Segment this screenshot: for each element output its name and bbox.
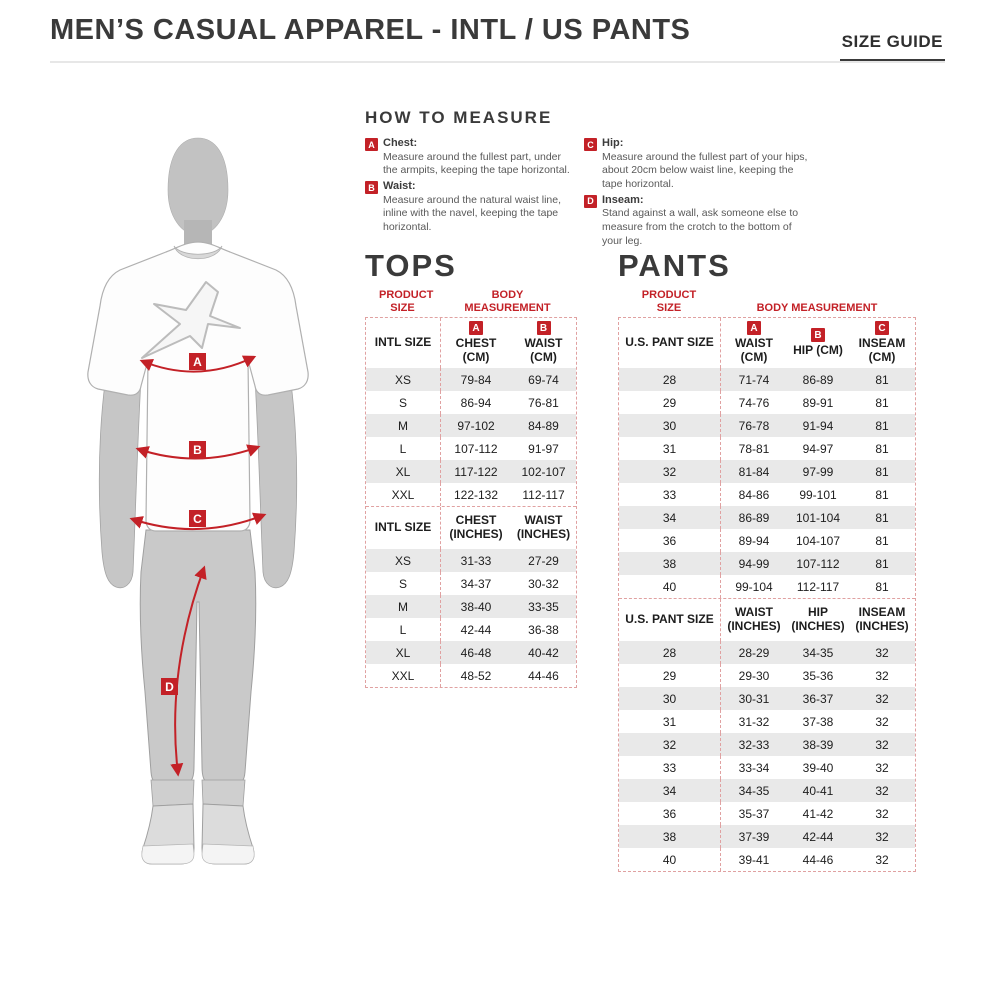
- value-cell: 91-97: [528, 441, 559, 456]
- badge-B: B: [537, 321, 551, 335]
- value-cell: 81: [875, 487, 889, 502]
- size-cell: 38: [619, 552, 721, 575]
- value-cell: 79-84: [460, 372, 492, 387]
- tops-body-measurement-header: BODY MEASUREMENT: [464, 289, 551, 314]
- measurement-column-label: INSEAM (INCHES): [855, 605, 909, 634]
- tops-header-row: [366, 506, 576, 549]
- value-cell: 84-89: [528, 418, 559, 433]
- measure-item-name: Hip:: [602, 137, 624, 149]
- value-cell: 102-107: [521, 464, 566, 479]
- value-cell: 84-86: [738, 487, 770, 502]
- measure-item: [584, 194, 812, 251]
- size-cell: S: [366, 391, 441, 414]
- table-row: [366, 391, 576, 414]
- table-row: [619, 506, 915, 529]
- value-cell: 81: [875, 441, 889, 456]
- table-row: [619, 779, 915, 802]
- how-to-measure-title: HOW TO MEASURE: [365, 108, 553, 127]
- measure-column-left: [365, 137, 570, 250]
- measurement-column-header: [511, 318, 576, 368]
- value-cell: 28-29: [738, 645, 770, 660]
- value-cell: 46-48: [460, 645, 492, 660]
- measurement-column-label: WAIST (CM): [735, 336, 773, 365]
- table-row: [619, 437, 915, 460]
- value-cell: 48-52: [460, 668, 492, 683]
- pants-product-size-header: PRODUCT SIZE: [641, 289, 697, 314]
- value-cell: 39-40: [802, 760, 834, 775]
- measure-item-desc: Measure around the fullest part of your hips, about 20cm below waist line, keeping the tape horizontal.: [602, 150, 808, 191]
- chest-label: [189, 353, 206, 370]
- tops-section: [365, 250, 577, 688]
- measurement-column-header: [787, 318, 849, 368]
- value-cell: 32: [875, 668, 889, 683]
- table-row: [619, 391, 915, 414]
- page-title: MEN’S CASUAL APPAREL - INTL / US PANTS: [50, 14, 691, 46]
- measurement-column-header: [849, 318, 915, 368]
- value-cell: 34-35: [802, 645, 834, 660]
- value-cell: 86-89: [738, 510, 770, 525]
- size-guide-tab[interactable]: SIZE GUIDE: [840, 32, 945, 63]
- value-cell: 32: [875, 783, 889, 798]
- measurement-column-label: INSEAM (CM): [858, 336, 906, 365]
- value-cell: 32-33: [738, 737, 770, 752]
- value-cell: 81: [875, 533, 889, 548]
- measure-item-name: Inseam:: [602, 193, 644, 206]
- size-cell: 31: [619, 710, 721, 733]
- pants-table: [618, 317, 916, 872]
- table-row: [366, 460, 576, 483]
- measure-item: [584, 137, 812, 194]
- right-boot-toe: [202, 844, 254, 864]
- value-cell: 30-31: [738, 691, 770, 706]
- size-cell: 30: [619, 687, 721, 710]
- value-cell: 81: [875, 556, 889, 571]
- value-cell: 107-112: [454, 441, 498, 456]
- measure-item-desc: Stand against a wall, ask someone else to measure from the crotch to the bottom of your leg.: [602, 207, 799, 247]
- value-cell: 81: [875, 418, 889, 433]
- value-cell: 30-32: [528, 576, 559, 591]
- table-row: [619, 483, 915, 506]
- pants-body-measurement-header: BODY MEASUREMENT: [756, 301, 878, 314]
- value-cell: 35-36: [802, 668, 834, 683]
- value-cell: 32: [875, 737, 889, 752]
- value-cell: 94-99: [738, 556, 770, 571]
- value-cell: 81: [875, 372, 889, 387]
- size-cell: M: [366, 595, 441, 618]
- value-cell: 44-46: [802, 852, 834, 867]
- measure-badge-B: B: [365, 181, 378, 194]
- value-cell: 35-37: [738, 806, 770, 821]
- size-cell: 36: [619, 802, 721, 825]
- size-cell: 40: [619, 575, 721, 598]
- value-cell: 101-104: [795, 510, 841, 525]
- measure-column-right: [584, 137, 812, 250]
- table-row: [366, 595, 576, 618]
- size-cell: 33: [619, 483, 721, 506]
- value-cell: 97-99: [802, 464, 834, 479]
- badge-B: B: [811, 328, 825, 342]
- how-to-measure-section: [365, 108, 815, 250]
- value-cell: 94-97: [802, 441, 834, 456]
- measure-item-text: [602, 137, 812, 194]
- tops-product-size-header: PRODUCT SIZE: [379, 289, 434, 314]
- measurement-column-label: WAIST (INCHES): [727, 605, 781, 634]
- measurement-column-label: HIP (CM): [793, 343, 843, 358]
- value-cell: 78-81: [738, 441, 770, 456]
- size-cell: 28: [619, 368, 721, 391]
- value-cell: 86-94: [460, 395, 492, 410]
- value-cell: 99-104: [735, 579, 773, 594]
- measurement-column-header: [787, 599, 849, 641]
- table-row: [619, 641, 915, 664]
- inseam-label: [161, 678, 178, 695]
- measure-badge-C: C: [584, 138, 597, 151]
- value-cell: 112-117: [522, 487, 565, 502]
- hip-label: [189, 510, 206, 527]
- measurement-column-header: [441, 318, 511, 368]
- measure-item-desc: Measure around the fullest part, under the armpits, keeping the tape horizontal.: [383, 150, 570, 177]
- badge-A: A: [747, 321, 761, 335]
- size-cell: XS: [366, 549, 441, 572]
- value-cell: 99-101: [799, 487, 837, 502]
- size-cell: 29: [619, 391, 721, 414]
- left-boot-toe: [142, 844, 194, 864]
- measurement-column-label: HIP (INCHES): [791, 605, 845, 634]
- table-row: [366, 572, 576, 595]
- value-cell: 117-122: [454, 464, 498, 479]
- size-cell: 34: [619, 779, 721, 802]
- table-row: [619, 529, 915, 552]
- table-row: [619, 460, 915, 483]
- value-cell: 36-38: [528, 622, 559, 637]
- value-cell: 41-42: [802, 806, 834, 821]
- value-cell: 37-39: [738, 829, 770, 844]
- table-row: [366, 414, 576, 437]
- measurement-column-label: CHEST (CM): [455, 336, 497, 365]
- title-divider: [50, 61, 945, 63]
- size-cell: XS: [366, 368, 441, 391]
- value-cell: 32: [875, 691, 889, 706]
- value-cell: 42-44: [802, 829, 834, 844]
- svg-text:C: C: [193, 512, 202, 526]
- value-cell: 27-29: [528, 553, 559, 568]
- value-cell: 76-78: [738, 418, 770, 433]
- value-cell: 40-42: [528, 645, 559, 660]
- pants-section: [618, 250, 916, 872]
- value-cell: 81: [875, 510, 889, 525]
- value-cell: 71-74: [738, 372, 770, 387]
- measure-item-text: [383, 137, 570, 180]
- table-row: [366, 641, 576, 664]
- table-row: [619, 687, 915, 710]
- value-cell: 69-74: [528, 372, 559, 387]
- table-row: [619, 664, 915, 687]
- value-cell: 81: [875, 579, 889, 594]
- table-row: [619, 733, 915, 756]
- measurement-column-label: WAIST (INCHES): [516, 513, 571, 542]
- pants-header-row: [619, 598, 915, 641]
- value-cell: 33-34: [738, 760, 770, 775]
- value-cell: 44-46: [528, 668, 559, 683]
- badge-C: C: [875, 321, 889, 335]
- value-cell: 112-117: [796, 579, 840, 594]
- value-cell: 40-41: [802, 783, 834, 798]
- pants-header-row: [619, 318, 915, 368]
- size-column-header: U.S. PANT SIZE: [619, 318, 721, 368]
- left-cuff: [151, 780, 194, 806]
- measure-item-text: [602, 194, 812, 251]
- value-cell: 104-107: [795, 533, 841, 548]
- measurement-column-header: [721, 318, 787, 368]
- value-cell: 32: [875, 714, 889, 729]
- value-cell: 38-40: [460, 599, 492, 614]
- size-cell: 28: [619, 641, 721, 664]
- value-cell: 34-37: [460, 576, 492, 591]
- measurement-column-header: [721, 599, 787, 641]
- size-column-header: INTL SIZE: [366, 318, 441, 368]
- value-cell: 32: [875, 806, 889, 821]
- size-cell: M: [366, 414, 441, 437]
- value-cell: 34-35: [738, 783, 770, 798]
- pants: [140, 530, 256, 782]
- measure-item-desc: Measure around the natural waist line, inline with the navel, keeping the tape horizontal.: [383, 193, 562, 234]
- size-cell: L: [366, 437, 441, 460]
- measure-item-name: Chest:: [383, 137, 418, 149]
- table-row: [619, 825, 915, 848]
- value-cell: 36-37: [802, 691, 834, 706]
- table-row: [366, 618, 576, 641]
- size-column-header: INTL SIZE: [366, 507, 441, 549]
- badge-A: A: [469, 321, 483, 335]
- size-cell: XXL: [366, 483, 441, 506]
- table-row: [619, 848, 915, 871]
- value-cell: 76-81: [528, 395, 559, 410]
- table-row: [619, 710, 915, 733]
- value-cell: 81: [875, 395, 889, 410]
- value-cell: 32: [875, 852, 889, 867]
- size-cell: 40: [619, 848, 721, 871]
- measurement-column-header: [849, 599, 915, 641]
- measurement-column-label: WAIST (CM): [524, 336, 563, 365]
- value-cell: 86-89: [802, 372, 834, 387]
- size-cell: 36: [619, 529, 721, 552]
- size-cell: 34: [619, 506, 721, 529]
- size-column-header: U.S. PANT SIZE: [619, 599, 721, 641]
- pants-title: PANTS: [618, 248, 731, 283]
- measure-item: [365, 137, 570, 180]
- table-row: [366, 437, 576, 460]
- measure-item: [365, 180, 570, 237]
- value-cell: 42-44: [460, 622, 492, 637]
- table-row: [619, 575, 915, 598]
- size-cell: 30: [619, 414, 721, 437]
- size-cell: L: [366, 618, 441, 641]
- size-cell: 33: [619, 756, 721, 779]
- measure-badge-A: A: [365, 138, 378, 151]
- value-cell: 38-39: [802, 737, 834, 752]
- svg-text:A: A: [193, 355, 202, 369]
- measurement-figure: [58, 132, 328, 882]
- size-cell: 32: [619, 733, 721, 756]
- size-cell: 31: [619, 437, 721, 460]
- value-cell: 32: [875, 645, 889, 660]
- size-cell: S: [366, 572, 441, 595]
- value-cell: 81-84: [738, 464, 770, 479]
- value-cell: 97-102: [457, 418, 495, 433]
- table-row: [366, 664, 576, 687]
- value-cell: 32: [875, 760, 889, 775]
- value-cell: 31-32: [738, 714, 770, 729]
- right-cuff: [202, 780, 245, 806]
- tops-header-row: [366, 318, 576, 368]
- size-cell: XXL: [366, 664, 441, 687]
- mannequin-illustration: [58, 132, 328, 877]
- measurement-column-header: [441, 507, 511, 549]
- table-row: [366, 549, 576, 572]
- measurement-column-label: CHEST (INCHES): [449, 513, 503, 542]
- value-cell: 89-91: [802, 395, 834, 410]
- value-cell: 89-94: [738, 533, 770, 548]
- value-cell: 29-30: [738, 668, 770, 683]
- tops-table: [365, 317, 577, 688]
- size-cell: XL: [366, 641, 441, 664]
- table-row: [619, 368, 915, 391]
- svg-text:D: D: [165, 680, 174, 694]
- value-cell: 39-41: [738, 852, 770, 867]
- measure-badge-D: D: [584, 195, 597, 208]
- value-cell: 37-38: [802, 714, 834, 729]
- value-cell: 33-35: [528, 599, 559, 614]
- svg-text:B: B: [193, 443, 202, 457]
- measure-item-text: [383, 180, 570, 237]
- table-row: [619, 756, 915, 779]
- measurement-column-header: [511, 507, 576, 549]
- value-cell: 91-94: [802, 418, 834, 433]
- table-row: [366, 483, 576, 506]
- value-cell: 122-132: [453, 487, 499, 502]
- tops-title: TOPS: [365, 248, 457, 283]
- value-cell: 31-33: [460, 553, 492, 568]
- size-cell: 32: [619, 460, 721, 483]
- value-cell: 81: [875, 464, 889, 479]
- value-cell: 74-76: [738, 395, 770, 410]
- size-cell: 29: [619, 664, 721, 687]
- size-cell: XL: [366, 460, 441, 483]
- measure-item-name: Waist:: [383, 180, 416, 193]
- table-row: [366, 368, 576, 391]
- size-cell: 38: [619, 825, 721, 848]
- value-cell: 32: [875, 829, 889, 844]
- table-row: [619, 802, 915, 825]
- table-row: [619, 414, 915, 437]
- table-row: [619, 552, 915, 575]
- waist-label: [189, 441, 206, 458]
- value-cell: 107-112: [796, 556, 840, 571]
